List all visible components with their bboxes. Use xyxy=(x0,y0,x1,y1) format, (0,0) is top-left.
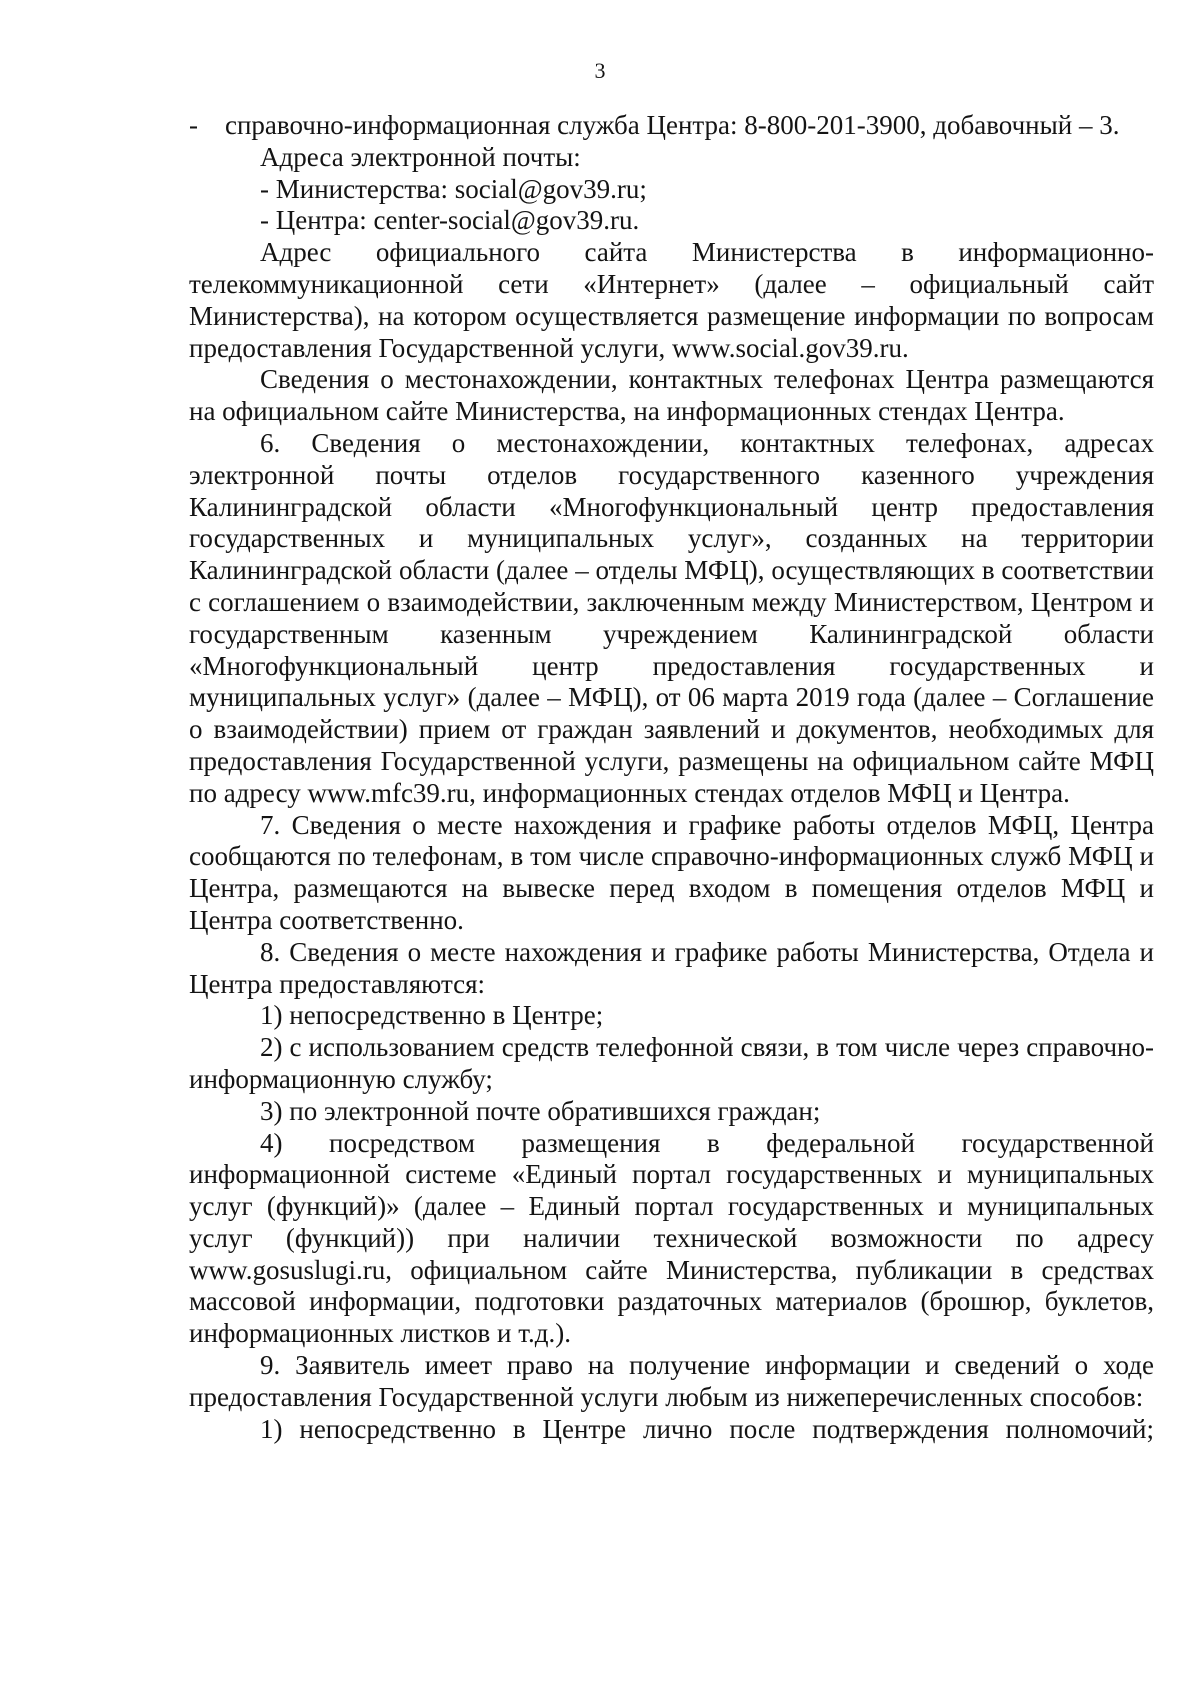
paragraph-email-center: - Центра: center-social@gov39.ru. xyxy=(260,205,640,236)
paragraph-item-8-3: 3) по электронной почте обратившихся граждан; xyxy=(260,1095,821,1126)
paragraph-item-9-1: 1) непосредственно в Центре лично после подтверждения полномочий; xyxy=(260,1413,1154,1444)
page-number: 3 xyxy=(594,58,606,83)
paragraph-item-8-2: 2) с использованием средств телефонной связи, в том числе через справочно-информационную службу; xyxy=(189,1032,1154,1094)
paragraph-email-ministry: - Министерства: social@gov39.ru; xyxy=(260,173,647,204)
paragraph-email-heading: Адреса электронной почты: xyxy=(260,141,581,172)
paragraph-item-7: 7. Сведения о месте нахождения и графике работы отделов МФЦ, Центра сообщаются по телефонам, в том числе справочно-информационных служб МФЦ и Центра, размещаются на вывеске перед входом в помещения отделов МФЦ и Центра соответственно. xyxy=(189,809,1154,935)
document-body xyxy=(189,110,1154,1445)
paragraph-item-8-4: 4) посредством размещения в федеральной государственной информационной системе «Единый портал государственных и муниципальных услуг (функций)» (далее – Единый портал государственных и муниципальных услуг (функций)) при наличии технической возможности по адресу www.gosuslugi.ru, официальном сайте Министерства, публикации в средствах массовой информации, подготовки раздаточных материалов (брошюр, буклетов, информационных листков и т.д.). xyxy=(189,1127,1154,1349)
paragraph-helpline: - справочно-информационная служба Центра: 8-800-201-3900, добавочный – 3. xyxy=(189,110,1120,140)
paragraph-item-9: 9. Заявитель имеет право на получение информации и сведений о ходе предоставления Государственной услуги любым из нижеперечисленных способов: xyxy=(189,1350,1154,1412)
paragraph-item-6: 6. Сведения о местонахождении, контактных телефонах, адресах электронной почты отделов государственного казенного учреждения Калининградской области «Многофункциональный центр предоставления государственных и муниципальных услуг», созданных на территории Калининградской области (далее – отделы МФЦ), осуществляющих в соответствии с соглашением о взаимодействии, заключенным между Министерством, Центром и государственным казенным учреждением Калининградской области «Многофункциональный центр предоставления государственных и муниципальных услуг» (далее – МФЦ), от 06 марта 2019 года (далее – Соглашение о взаимодействии) прием от граждан заявлений и документов, необходимых для предоставления Государственной услуги, размещены на официальном сайте МФЦ по адресу www.mfc39.ru, информационных стендах отделов МФЦ и Центра. xyxy=(189,427,1154,808)
paragraph-official-site: Адрес официального сайта Министерства в информационно-телекоммуникационной сети «Интернет» (далее – официальный сайт Министерства), на котором осуществляется размещение информации по вопросам предоставления Государственной услуги, www.social.gov39.ru. xyxy=(189,237,1154,363)
paragraph-item-8: 8. Сведения о месте нахождения и графике работы Министерства, Отдела и Центра предоставляются: xyxy=(189,936,1154,999)
paragraph-item-8-1: 1) непосредственно в Центре; xyxy=(260,1000,604,1031)
paragraph-center-location: Сведения о местонахождении, контактных телефонах Центра размещаются на официальном сайте Министерства, на информационных стендах Центра. xyxy=(189,364,1154,427)
